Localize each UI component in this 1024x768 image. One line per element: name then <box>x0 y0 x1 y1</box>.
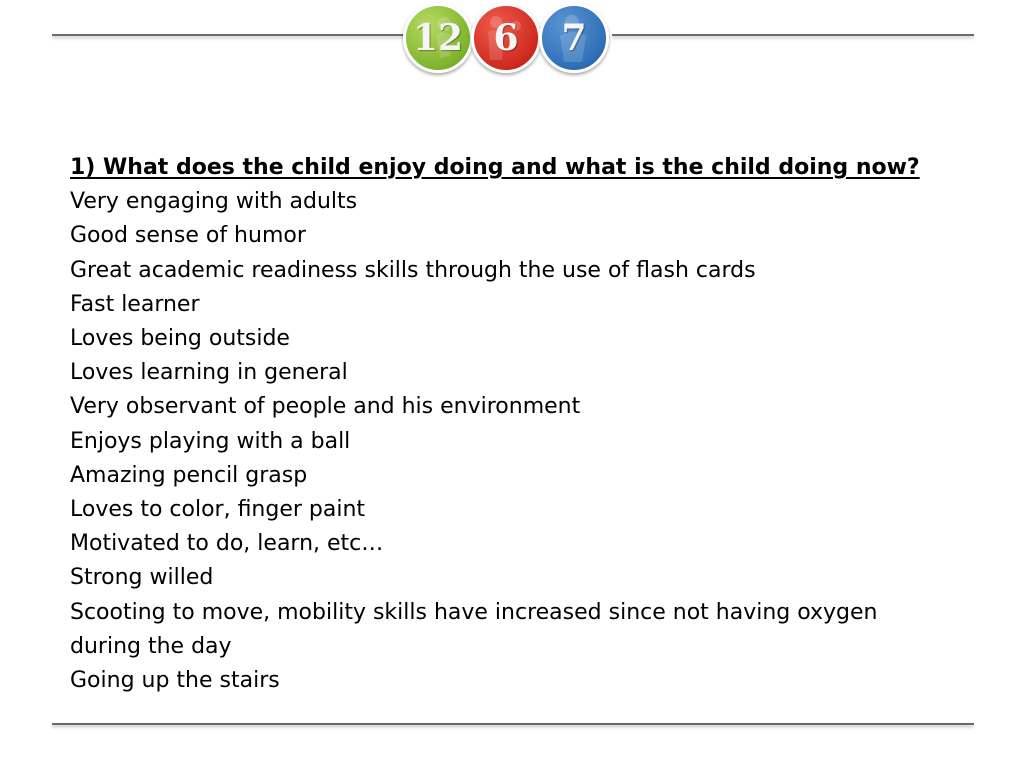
list-item: Very observant of people and his environment <box>70 394 581 420</box>
list-item: Fast learner <box>70 291 200 317</box>
question-heading: 1) What does the child enjoy doing and what is the child doing now? <box>70 155 920 180</box>
list-item: Going up the stairs <box>70 668 280 694</box>
logo-circle-6 <box>471 3 541 73</box>
list-item: Very engaging with adults <box>70 189 358 215</box>
top-divider-right <box>612 34 974 36</box>
list-item: Strong willed <box>70 565 214 591</box>
list-item: Loves learning in general <box>70 360 348 386</box>
slide-body <box>70 151 950 698</box>
list-item: Good sense of humor <box>70 223 306 249</box>
list-item: during the day <box>70 633 232 659</box>
list-item: Motivated to do, learn, etc… <box>70 531 384 557</box>
bottom-divider <box>52 723 974 725</box>
list-item: Loves to color, finger paint <box>70 497 366 523</box>
list-item: Amazing pencil grasp <box>70 462 308 488</box>
logo-number-12: 12 <box>412 17 464 59</box>
logo-number-6: 6 <box>493 17 519 59</box>
logo <box>400 0 616 76</box>
logo-circle-7 <box>539 3 609 73</box>
list-item: Great academic readiness skills through the use of flash cards <box>70 257 756 283</box>
top-divider-left <box>52 34 408 36</box>
logo-circle-12 <box>403 3 473 73</box>
logo-number-7: 7 <box>561 17 587 59</box>
list-item: Enjoys playing with a ball <box>70 428 351 454</box>
list-item: Scooting to move, mobility skills have increased since not having oxygen <box>70 599 878 625</box>
list-item: Loves being outside <box>70 326 290 352</box>
